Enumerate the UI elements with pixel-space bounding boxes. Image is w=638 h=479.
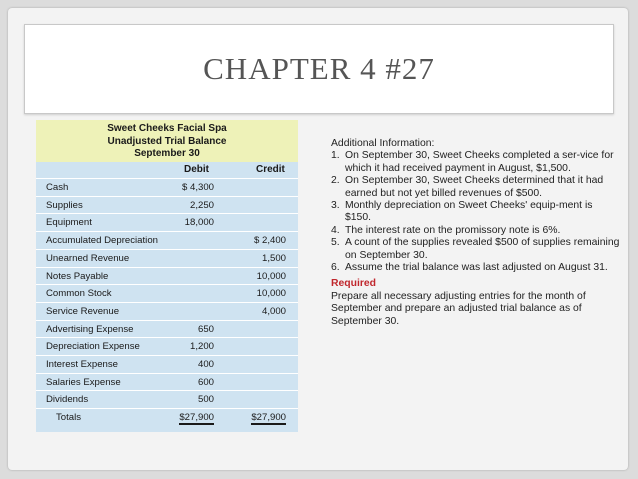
info-heading: Additional Information:: [331, 138, 435, 149]
account-name: Common Stock: [46, 288, 112, 300]
info-item-number: 4.: [331, 224, 340, 236]
additional-information: [331, 138, 621, 328]
info-item-number: 3.: [331, 200, 340, 212]
debit-amount: 500: [197, 394, 214, 406]
table-row: [36, 302, 298, 321]
required-text: Prepare all necessary adjusting entries for the month of September and prepare an adjusted trial balance as of September 30.: [331, 290, 586, 327]
table-row: [36, 231, 298, 250]
info-item: [331, 200, 621, 225]
table-row: [36, 249, 298, 268]
debit-amount: $ 4,300: [181, 182, 214, 193]
credit-amount: 1,500: [261, 252, 286, 264]
info-item-number: 2.: [331, 175, 340, 187]
report-date: September 30: [134, 148, 200, 159]
totals-row: [36, 408, 298, 427]
account-name: Unearned Revenue: [46, 252, 130, 264]
info-item-text: The interest rate on the promissory note is 6%.: [345, 224, 561, 236]
account-name: Notes Payable: [46, 270, 109, 282]
info-item: [331, 262, 621, 274]
title-banner: [24, 24, 614, 114]
info-list: [331, 150, 621, 274]
table-row: [36, 196, 298, 215]
info-item-text: Monthly depreciation on Sweet Cheeks' equip-ment is $150.: [345, 200, 593, 224]
company-name: Sweet Cheeks Facial Spa: [107, 123, 227, 134]
table-row: [36, 355, 298, 374]
table-row: [36, 390, 298, 409]
debit-amount: 18,000: [184, 217, 214, 229]
info-item-number: 1.: [331, 150, 340, 162]
debit-column-header: Debit: [184, 164, 209, 175]
trial-balance-header: [36, 120, 298, 162]
info-item: [331, 225, 621, 237]
table-row: [36, 213, 298, 232]
account-name: Equipment: [46, 217, 92, 229]
info-item-text: Assume the trial balance was last adjusted on August 31.: [345, 262, 608, 274]
credit-amount: 10,000: [256, 270, 286, 282]
table-row: [36, 373, 298, 392]
info-item: [331, 150, 621, 175]
table-row: [36, 320, 298, 339]
account-name: Interest Expense: [46, 359, 118, 370]
table-row: [36, 267, 298, 286]
credit-amount: 10,000: [256, 288, 286, 300]
info-item-number: 5.: [331, 237, 340, 249]
info-item: [331, 237, 621, 262]
table-row: [36, 178, 298, 197]
account-name: Service Revenue: [46, 305, 120, 317]
debit-amount: 650: [197, 323, 214, 335]
account-name: Accumulated Depreciation: [46, 235, 158, 247]
required-label: Required: [331, 278, 377, 290]
info-item-number: 6.: [331, 262, 340, 274]
account-name: Depreciation Expense: [46, 341, 140, 353]
credit-column-header: Credit: [256, 164, 285, 175]
debit-amount: 600: [197, 376, 214, 388]
slide-title: CHAPTER 4 #27: [203, 51, 435, 86]
credit-amount: 4,000: [261, 305, 286, 317]
account-name: Dividends: [46, 394, 89, 406]
info-item-text: On September 30, Sweet Cheeks completed a ser-vice for which it had received payment in August, $1,500.: [345, 150, 614, 174]
account-name: Salaries Expense: [46, 376, 121, 388]
debit-amount: 2,250: [189, 199, 214, 211]
info-item-text: A count of the supplies revealed $500 of supplies remaining on September 30.: [345, 237, 620, 261]
debit-total: $27,900: [179, 412, 214, 424]
account-name: Supplies: [46, 199, 83, 211]
trial-balance-table: [36, 120, 298, 432]
info-item-text: On September 30, Sweet Cheeks determined that it had earned but not yet billed revenues of $500.: [345, 175, 604, 199]
table-row: [36, 337, 298, 356]
report-name: Unadjusted Trial Balance: [107, 135, 227, 147]
table-row: [36, 284, 298, 303]
account-name: Cash: [46, 182, 69, 193]
debit-amount: 1,200: [189, 341, 214, 353]
debit-amount: 400: [197, 359, 214, 370]
credit-amount: $ 2,400: [253, 235, 286, 247]
totals-label: Totals: [56, 412, 82, 424]
info-item: [331, 175, 621, 200]
credit-total: $27,900: [251, 412, 286, 424]
account-name: Advertising Expense: [46, 323, 134, 335]
